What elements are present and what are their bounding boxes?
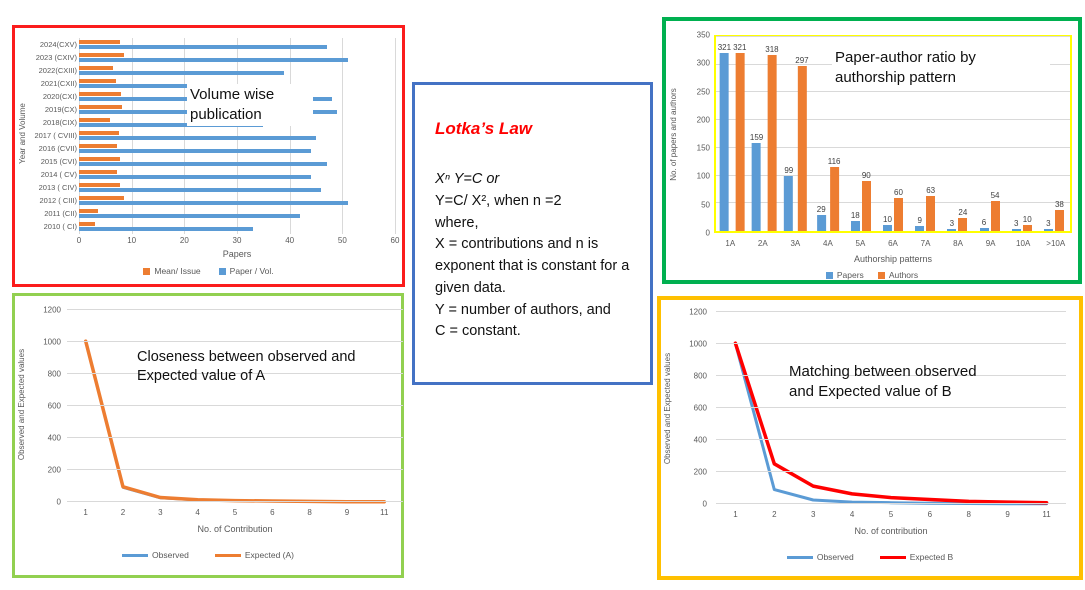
y-tick-label: 600 <box>693 403 707 413</box>
closeness-chart-x-axis-title: No. of Contribution <box>197 524 273 534</box>
author-chart-title: Paper-author ratio by authorship pattern <box>832 47 1050 89</box>
bar-value-label: 29 <box>816 204 826 214</box>
legend-item-papers <box>826 270 864 280</box>
bar-paper-vol <box>79 227 253 231</box>
legend-label-papers: Papers <box>836 270 864 280</box>
bar-papers <box>817 215 826 231</box>
closeness-chart-panel <box>12 293 404 578</box>
bar-value-label: 24 <box>958 207 968 217</box>
closeness-chart-plot <box>67 310 403 502</box>
lotka-formula-line: Xⁿ Y=C or <box>435 171 500 187</box>
bar-paper-vol <box>79 136 316 140</box>
bar-value-label: 3 <box>1046 219 1051 229</box>
gridline <box>67 341 403 342</box>
category-label: >10A <box>1046 239 1066 248</box>
category-label: 6A <box>888 239 898 248</box>
x-tick-label: 9 <box>1005 510 1010 519</box>
bar-mean-issue <box>79 118 110 122</box>
lotka-formula-line2: Y=C/ X², when n =2 <box>435 192 562 209</box>
legend-swatch-paper-vol <box>219 268 226 275</box>
x-tick-label: 6 <box>927 510 933 519</box>
legend-label-mean-issue: Mean/ Issue <box>154 266 201 276</box>
bar-mean-issue <box>79 79 116 83</box>
bar-with-label <box>750 133 763 231</box>
bar-mean-issue <box>79 209 98 213</box>
bar-mean-issue <box>79 157 120 161</box>
bar-mean-issue <box>79 53 124 57</box>
y-tick-label: 350 <box>696 30 710 40</box>
bar-with-label <box>915 216 924 231</box>
category-label: 4A <box>823 239 833 248</box>
x-tick-label: 1 <box>733 510 738 519</box>
bar-group <box>79 207 395 220</box>
x-tick-label: 8 <box>966 510 971 519</box>
bar-with-label <box>828 157 841 231</box>
bar-group <box>79 38 395 51</box>
x-tick-label: 60 <box>390 236 400 245</box>
author-chart-yticks <box>682 30 710 238</box>
legend-swatch-observed-b <box>787 556 813 559</box>
bar-value-label: 54 <box>990 191 1000 201</box>
closeness-chart-xticks <box>67 508 403 520</box>
bar-with-label <box>1023 215 1032 231</box>
bar-value-label: 297 <box>795 56 809 66</box>
bar-group <box>883 188 903 231</box>
matching-chart-yticks <box>679 307 707 509</box>
y-tick-label: 250 <box>696 87 710 97</box>
gridline <box>716 439 1066 440</box>
bar-mean-issue <box>79 170 117 174</box>
matching-chart-xticks <box>716 510 1066 522</box>
matching-chart-x-axis-title: No. of contribution <box>854 526 928 536</box>
gridline <box>716 503 1066 504</box>
gridline <box>716 343 1066 344</box>
bar-group <box>79 129 395 142</box>
bar-group <box>915 186 935 231</box>
y-tick-label: 800 <box>693 371 707 381</box>
y-tick-label: 200 <box>696 115 710 125</box>
bar-mean-issue <box>79 222 95 226</box>
y-tick-label: 600 <box>47 401 61 411</box>
bar-paper-vol <box>79 201 348 205</box>
category-label: 10A <box>1016 239 1031 248</box>
bar-mean-issue <box>79 196 124 200</box>
gridline <box>716 311 1066 312</box>
bar-authors <box>894 198 903 231</box>
category-label: 2A <box>757 239 768 248</box>
bar-mean-issue <box>79 92 121 96</box>
gridline <box>67 469 403 470</box>
bar-value-label: 38 <box>1054 199 1064 209</box>
bar-value-label: 10 <box>883 215 892 225</box>
legend-label-observed-b: Observed <box>816 552 854 562</box>
x-tick-label: 11 <box>380 508 389 517</box>
x-tick-label: 20 <box>179 236 189 245</box>
y-tick-label: 800 <box>47 369 61 379</box>
closeness-chart-yticks <box>33 305 61 507</box>
bar-value-label: 18 <box>850 211 860 221</box>
lotka-where-line: where, <box>435 214 479 231</box>
bar-value-label: 99 <box>784 166 794 176</box>
legend-label-expected-a: Expected (A) <box>244 550 294 560</box>
legend-swatch-expected-b <box>880 556 906 559</box>
x-tick-label: 6 <box>270 508 275 517</box>
bar-value-label: 6 <box>981 217 987 227</box>
x-tick-label: 30 <box>232 236 242 245</box>
matching-chart-title: Matching between observed and Expected value of B <box>789 363 977 400</box>
legend-swatch-expected-a <box>215 554 241 557</box>
volume-chart-y-axis-title: Year and Volume <box>17 102 27 164</box>
gridline <box>67 405 403 406</box>
category-label: 2010 ( CI) <box>43 222 77 231</box>
bar-paper-vol <box>79 188 321 192</box>
bar-value-label: 3 <box>949 219 955 229</box>
category-label: 2023 (CXIV) <box>35 53 77 62</box>
x-tick-label: 5 <box>232 508 238 517</box>
bar-group <box>79 181 395 194</box>
legend-swatch-authors <box>878 272 885 279</box>
category-label: 9A <box>985 239 996 248</box>
lotka-y-definition: Y = number of authors, and <box>435 301 611 318</box>
bar-value-label: 321 <box>733 43 747 53</box>
legend-swatch-observed <box>122 554 148 557</box>
category-label: 3A <box>790 239 801 248</box>
legend-swatch-papers <box>826 272 833 279</box>
category-label: 8A <box>953 239 963 248</box>
y-tick-label: 0 <box>705 228 710 238</box>
bar-papers <box>720 53 729 231</box>
y-tick-label: 200 <box>693 467 707 477</box>
bar-authors <box>797 66 806 231</box>
author-chart-legend <box>666 270 1078 280</box>
bar-with-label <box>784 166 793 231</box>
y-tick-label: 300 <box>696 58 710 68</box>
bar-group <box>79 142 395 155</box>
category-label: 2014 ( CV) <box>40 170 77 179</box>
x-tick-label: 50 <box>337 236 347 245</box>
bar-mean-issue <box>79 131 119 135</box>
matching-chart-y-axis-title: Observed and Expected values <box>663 352 673 464</box>
bar-with-label <box>795 56 808 231</box>
bar-group <box>79 64 395 77</box>
gridline <box>716 407 1066 408</box>
bar-with-label <box>991 191 1000 231</box>
legend-item-expected-b <box>880 552 953 562</box>
bar-value-label: 9 <box>917 216 922 226</box>
bar-with-label <box>862 171 871 231</box>
bar-mean-issue <box>79 40 120 44</box>
bar-paper-vol <box>79 71 284 75</box>
bar-value-label: 10 <box>1022 215 1032 225</box>
bar-group <box>784 56 808 231</box>
bar-with-label <box>765 45 778 231</box>
bar-value-label: 116 <box>827 156 841 166</box>
volume-chart-x-axis-title: Papers <box>222 249 252 259</box>
bar-authors <box>735 53 744 231</box>
bar-paper-vol <box>79 175 311 179</box>
bar-mean-issue <box>79 144 117 148</box>
bar-authors <box>958 218 967 231</box>
y-tick-label: 1200 <box>43 305 61 315</box>
bar-authors <box>830 167 839 231</box>
bar-with-label <box>733 43 746 231</box>
closeness-chart-title: Closeness between observed and Expected value of A <box>137 349 356 385</box>
category-label: 2013 ( CIV) <box>38 183 77 192</box>
gridline <box>67 437 403 438</box>
bar-papers <box>851 221 860 231</box>
bar-paper-vol <box>79 58 348 62</box>
bar-with-label <box>894 188 903 231</box>
bar-value-label: 321 <box>717 43 732 53</box>
x-tick-label: 2 <box>772 510 777 519</box>
y-tick-label: 0 <box>56 497 61 507</box>
lotka-x-definition: X = contributions and n is exponent that is constant for a given data. <box>435 236 630 296</box>
y-tick-label: 50 <box>701 200 710 210</box>
volume-chart-panel <box>12 25 405 287</box>
gridline <box>716 36 1070 37</box>
x-tick-label: 8 <box>307 508 312 517</box>
x-tick-label: 1 <box>83 508 88 517</box>
bar-with-label <box>883 215 892 231</box>
legend-item-observed <box>122 550 189 560</box>
gridline <box>67 309 403 310</box>
bar-group <box>980 191 1000 231</box>
author-chart-x-axis-title: Authorship patterns <box>853 254 933 264</box>
y-tick-label: 150 <box>696 143 710 153</box>
bar-mean-issue <box>79 66 113 70</box>
bar-group <box>947 208 967 231</box>
x-tick-label: 0 <box>76 236 82 245</box>
bar-group <box>851 171 871 231</box>
y-tick-label: 400 <box>47 433 61 443</box>
y-tick-label: 1200 <box>689 307 707 317</box>
legend-swatch-mean-issue <box>143 268 150 275</box>
bar-authors <box>1055 210 1064 231</box>
bar-authors <box>991 201 1000 231</box>
bar-paper-vol <box>79 162 327 166</box>
bar-value-label: 159 <box>749 132 764 142</box>
matching-chart-panel <box>657 296 1083 580</box>
bar-papers <box>1012 229 1021 231</box>
author-chart-xticks <box>714 239 1072 251</box>
lotka-law-title: Lotka’s Law <box>435 119 532 138</box>
legend-label-paper-vol: Paper / Vol. <box>229 266 274 276</box>
bar-papers <box>980 228 989 231</box>
legend-label-authors: Authors <box>888 270 919 280</box>
bar-paper-vol <box>79 214 300 218</box>
category-label: 2020(CXI) <box>42 92 77 101</box>
bar-value-label: 90 <box>861 171 871 181</box>
gridline <box>395 38 396 234</box>
category-label: 2024(CXV) <box>39 40 77 49</box>
x-tick-label: 3 <box>810 510 816 519</box>
closeness-chart-y-axis-title: Observed and Expected values <box>17 348 27 460</box>
bar-with-label <box>1012 219 1021 231</box>
x-tick-label: 5 <box>888 510 894 519</box>
bar-value-label: 3 <box>1013 219 1019 229</box>
author-chart-y-axis-title: No. of papers and authors <box>668 87 678 181</box>
bar-group <box>817 157 841 231</box>
bar-with-label <box>947 219 956 231</box>
gridline <box>716 471 1066 472</box>
x-tick-label: 11 <box>1042 510 1051 519</box>
closeness-chart-lines <box>67 310 403 502</box>
bar-paper-vol <box>79 149 311 153</box>
x-tick-label: 4 <box>849 510 855 519</box>
legend-item-mean-issue <box>143 266 200 276</box>
y-tick-label: 100 <box>696 171 710 181</box>
bar-with-label <box>718 43 731 231</box>
bar-group <box>79 51 395 64</box>
volume-chart-title: Volume wise publication <box>187 84 313 126</box>
bar-mean-issue <box>79 105 122 109</box>
bar-authors <box>767 55 776 231</box>
category-label: 2016 (CVII) <box>38 144 77 153</box>
category-label: 2012 ( CIII) <box>39 196 77 205</box>
bar-papers <box>947 229 956 231</box>
category-label: 5A <box>855 239 866 248</box>
bar-authors <box>926 196 935 231</box>
bar-with-label <box>1044 219 1053 231</box>
matching-chart-legend <box>661 552 1079 562</box>
bar-authors <box>1023 225 1032 231</box>
bar-authors <box>862 181 871 231</box>
category-label: 2022(CXIII) <box>38 66 77 75</box>
author-ratio-chart-panel <box>662 17 1082 284</box>
legend-item-paper-vol <box>219 266 274 276</box>
legend-label-expected-b: Expected B <box>909 552 954 562</box>
gridline <box>67 501 403 502</box>
category-label: 7A <box>920 239 931 248</box>
bar-group <box>79 155 395 168</box>
bar-with-label <box>817 205 826 231</box>
bar-group <box>79 220 395 233</box>
x-tick-label: 4 <box>195 508 200 517</box>
x-tick-label: 9 <box>344 508 350 517</box>
bar-group <box>718 43 747 231</box>
bar-papers <box>1044 229 1053 231</box>
bar-group <box>1044 200 1064 231</box>
bar-with-label <box>926 186 935 231</box>
category-label: 2011 (CII) <box>44 209 77 218</box>
category-label: 1A <box>725 239 736 248</box>
volume-chart-plot <box>79 38 395 234</box>
volume-chart-xticks <box>76 236 400 248</box>
volume-chart-category-labels <box>29 38 77 233</box>
x-tick-label: 40 <box>285 236 295 245</box>
closeness-chart-legend <box>15 550 401 560</box>
legend-item-authors <box>878 270 918 280</box>
category-label: 2019(CX) <box>44 105 77 114</box>
legend-item-expected-a <box>215 550 294 560</box>
bar-with-label <box>958 208 967 231</box>
matching-chart-lines <box>716 312 1066 504</box>
bar-value-label: 60 <box>894 187 903 197</box>
lotka-c-definition: C = constant. <box>435 323 521 340</box>
bar-with-label <box>851 211 860 231</box>
y-tick-label: 0 <box>702 499 707 509</box>
legend-item-observed-b <box>787 552 854 562</box>
bar-papers <box>784 176 793 231</box>
bar-papers <box>915 226 924 231</box>
y-tick-label: 1000 <box>43 337 61 347</box>
x-tick-label: 2 <box>120 508 126 517</box>
lotka-law-note <box>412 82 653 385</box>
bar-group <box>1012 215 1032 231</box>
bar-papers <box>883 225 892 231</box>
matching-chart-plot <box>716 312 1066 504</box>
y-tick-label: 200 <box>47 465 61 475</box>
legend-label-observed: Observed <box>152 550 189 560</box>
volume-chart-legend <box>15 266 402 276</box>
category-label: 2017 ( CVIII) <box>34 131 77 140</box>
bar-group <box>79 168 395 181</box>
category-label: 2021(CXII) <box>40 79 77 88</box>
bar-group <box>79 194 395 207</box>
bar-papers <box>752 143 761 231</box>
y-tick-label: 1000 <box>689 339 707 349</box>
bar-paper-vol <box>79 45 327 49</box>
bar-group <box>750 45 779 231</box>
category-label: 2018(CIX) <box>42 118 77 127</box>
x-tick-label: 3 <box>158 508 163 517</box>
bar-value-label: 63 <box>926 186 936 196</box>
y-tick-label: 400 <box>693 435 707 445</box>
bar-value-label: 318 <box>765 44 779 54</box>
category-label: 2015 (CVI) <box>40 157 77 166</box>
bar-with-label <box>1055 200 1064 231</box>
bar-mean-issue <box>79 183 120 187</box>
x-tick-label: 10 <box>127 236 137 245</box>
bar-with-label <box>980 218 989 231</box>
